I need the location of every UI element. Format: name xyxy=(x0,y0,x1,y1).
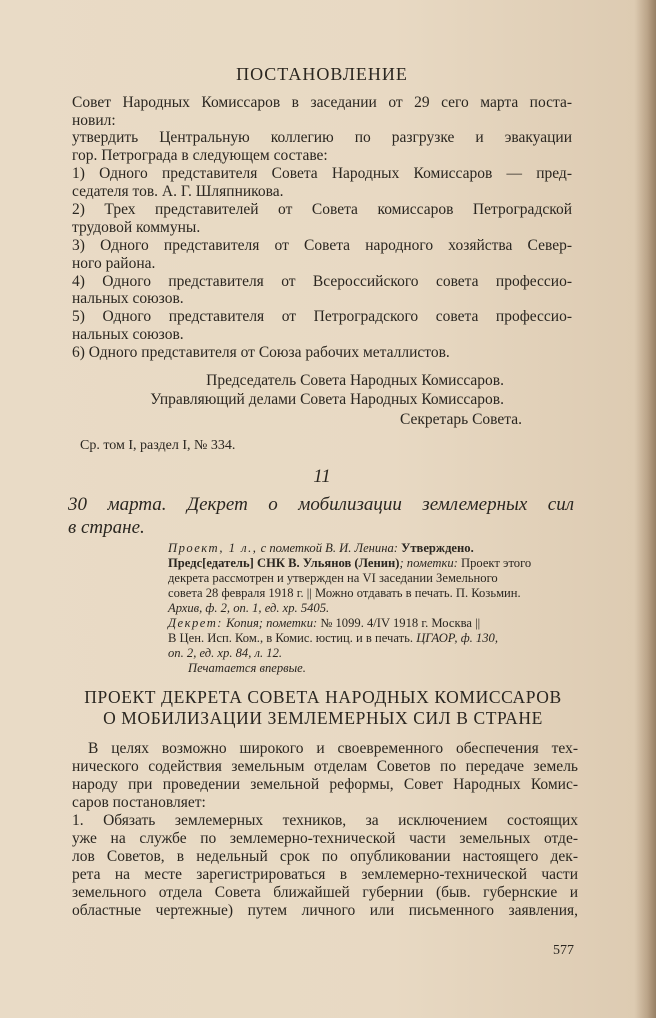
archival-note-line: Архив, ф. 2, оп. 1, ед. хр. 5405. xyxy=(168,601,330,615)
decree2-line: саров постановляет: xyxy=(72,794,206,811)
note-remark: с пометкой В. И. Ленина: xyxy=(257,541,402,555)
signature-manager: Управляющий делами Совета Народных Комиссаров. xyxy=(150,391,504,408)
decree2-line: областные чертежные) путем личного или письменного заявления, xyxy=(72,902,578,919)
decree2-line: лов Советов, в недельный срок по опубликовании настоящего дек- xyxy=(72,848,578,865)
decree2-line: рета на месте зарегистрироваться в землемерно-технической части xyxy=(72,866,578,883)
note-remark: Копия; пометки: xyxy=(223,616,321,630)
decree2-line: народу при проведении земельной реформы, Совет Народных Комис- xyxy=(72,776,578,793)
decree2-line: 1. Обязать землемерных техников, за исключением состоящих xyxy=(72,812,578,829)
signature-secretary: Секретарь Совета. xyxy=(399,411,522,428)
section-heading: в стране. xyxy=(68,517,145,538)
note-text: В Цен. Исп. Ком., в Комис. юстиц. и в печать. xyxy=(168,631,417,645)
decree2-line: нического содействия земельным отделам Советов по передаче земель xyxy=(72,758,578,775)
archival-note-line xyxy=(168,616,480,631)
note-archive-ref: ЦГАОР, ф. 130, xyxy=(416,631,498,645)
decree2-title: ПРОЕКТ ДЕКРЕТА СОВЕТА НАРОДНЫХ КОМИССАРОВ xyxy=(84,687,562,707)
decree1-line: гор. Петрограда в следующем составе: xyxy=(72,147,328,164)
note-text: Проект этого xyxy=(461,556,532,570)
decree1-line: нальных союзов. xyxy=(72,326,184,343)
decree2-line: уже на службе по землемерно-технической части земельных отде- xyxy=(72,830,578,847)
note-signature: Предс[едатель] СНК В. Ульянов (Ленин) xyxy=(168,556,400,570)
note-text: № 1099. 4/IV 1918 г. Москва || xyxy=(320,616,481,630)
decree1-line: 3) Одного представителя от Совета народного хозяйства Север- xyxy=(72,237,572,254)
signature-chairman: Председатель Совета Народных Комиссаров. xyxy=(206,372,504,389)
archival-note-line: совета 28 февраля 1918 г. || Можно отдавать в печать. П. Козьмин. xyxy=(168,586,521,600)
note-source-label: Проект, 1 л., xyxy=(168,541,258,555)
archival-note-line: оп. 2, ед. хр. 84, л. 12. xyxy=(168,646,283,660)
decree1-line: ного района. xyxy=(72,255,156,272)
decree1-line: 5) Одного представителя от Петроградского совета профессио- xyxy=(72,308,572,325)
section-heading: 30 марта. Декрет о мобилизации землемерных сил xyxy=(68,494,574,515)
decree2-title: О МОБИЛИЗАЦИИ ЗЕМЛЕМЕРНЫХ СИЛ В СТРАНЕ xyxy=(103,708,543,728)
decree1-line: нальных союзов. xyxy=(72,290,184,307)
book-spine-shadow xyxy=(634,0,656,1018)
archival-note-line: декрета рассмотрен и утвержден на VI заседании Земельного xyxy=(168,571,498,585)
decree1-line: 6) Одного представителя от Союза рабочих металлистов. xyxy=(72,344,450,361)
decree1-line: утвердить Центральную коллегию по разгрузке и эвакуации xyxy=(72,129,572,146)
page-number: 577 xyxy=(553,943,574,958)
decree1-line: 2) Трех представителей от Совета комиссаров Петроградской xyxy=(72,201,572,218)
note-source-label: Декрет: xyxy=(168,616,224,630)
archival-note-line xyxy=(168,556,531,571)
archival-note-line: Печатается впервые. xyxy=(188,661,306,675)
decree2-line: В целях возможно широкого и своевременного обеспечения тех- xyxy=(88,740,578,757)
decree1-line: Совет Народных Комиссаров в заседании от 29 сего марта поста- xyxy=(72,94,572,111)
decree2-line: земельного отдела Совета ближайшей губернии (быв. губернские и xyxy=(72,884,578,901)
archival-note-line xyxy=(168,631,498,646)
note-approval: Утверждено. xyxy=(401,541,474,555)
note-remark: ; пометки: xyxy=(399,556,461,570)
decree-title: ПОСТАНОВЛЕНИЕ xyxy=(236,64,408,84)
decree1-line: новил: xyxy=(72,112,116,129)
decree1-line: седателя тов. А. Г. Шляпникова. xyxy=(72,183,284,200)
section-number: 11 xyxy=(313,466,331,487)
reference-note: Ср. том I, раздел I, № 334. xyxy=(80,438,236,453)
decree1-line: трудовой коммуны. xyxy=(72,219,201,236)
archival-note-line xyxy=(168,541,574,556)
decree1-line: 4) Одного представителя от Всероссийского совета профессио- xyxy=(72,273,572,290)
decree1-line: 1) Одного представителя Совета Народных Комиссаров — пред- xyxy=(72,165,572,182)
